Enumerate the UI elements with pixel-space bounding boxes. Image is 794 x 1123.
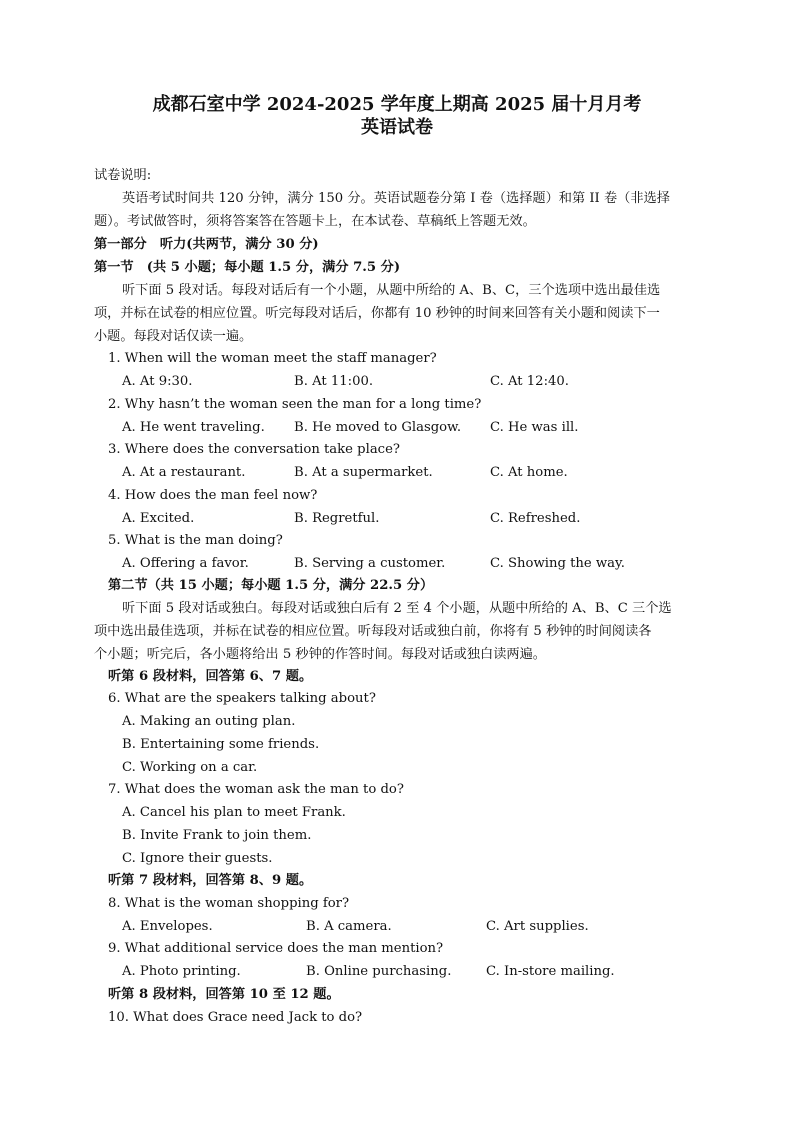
instructions-line: 题）。考试做答时，须将答案答在答题卡上，在本试卷、草稿纸上答题无效。 [94,214,536,229]
option-c: C. He was ill. [490,420,579,435]
option-c: C. Working on a car. [122,760,258,775]
question-stem: 6. What are the speakers talking about? [108,691,376,706]
option-a: A. Cancel his plan to meet Frank. [122,805,346,820]
question-stem: 2. Why hasn’t the woman seen the man for a long time? [108,397,482,412]
option-a: A. Photo printing. [122,964,241,979]
question-stem: 7. What does the woman ask the man to do? [108,782,404,797]
question-stem: 4. How does the man feel now? [108,488,318,503]
part-heading: 第一部分 听力(共两节，满分 30 分) [94,237,319,252]
option-a: A. Envelopes. [122,919,213,934]
option-c: C. At 12:40. [490,374,569,389]
section-intro: 项中选出最佳选项，并标在试卷的相应位置。听每段对话或独白前，你将有 5 秒钟的时间阅读各 [94,624,652,639]
section-intro: 听下面 5 段对话或独白。每段对话或独白后有 2 至 4 个小题，从题中所给的 A、B、C 三个选 [122,601,672,616]
question-stem: 3. Where does the conversation take place? [108,442,400,457]
instructions-line: 英语考试时间共 120 分钟，满分 150 分。英语试题卷分第 I 卷（选择题）和第 II 卷（非选择 [122,191,670,206]
option-a: A. Excited. [122,511,195,526]
section-intro: 个小题；听完后，各小题将给出 5 秒钟的作答时间。每段对话或独白读两遍。 [94,647,546,662]
option-b: B. A camera. [306,919,392,934]
option-b: B. Entertaining some friends. [122,737,320,752]
material-heading: 听第 8 段材料，回答第 10 至 12 题。 [108,987,340,1002]
option-c: C. Art supplies. [486,919,589,934]
option-c: C. Showing the way. [490,556,625,571]
exam-subtitle: 英语试卷 [361,117,433,138]
section-intro: 小题。每段对话仅读一遍。 [94,329,253,344]
question-stem: 5. What is the man doing? [108,533,283,548]
option-a: A. He went traveling. [122,420,265,435]
instructions-label: 试卷说明: [94,168,152,183]
option-a: A. Offering a favor. [122,556,249,571]
question-stem: 9. What additional service does the man mention? [108,941,444,956]
exam-title: 成都石室中学 2024-2025 学年度上期高 2025 届十月月考 [152,94,642,115]
section-heading: 第一节 (共 5 小题；每小题 1.5 分，满分 7.5 分) [94,260,401,275]
option-b: B. Serving a customer. [294,556,446,571]
section-intro: 项，并标在试卷的相应位置。听完每段对话后，你都有 10 秒钟的时间来回答有关小题和阅读下一 [94,306,660,321]
option-b: B. Regretful. [294,511,380,526]
option-a: A. Making an outing plan. [122,714,296,729]
option-c: C. Ignore their guests. [122,851,273,866]
option-b: B. At 11:00. [294,374,374,389]
option-a: A. At a restaurant. [122,465,246,480]
material-heading: 听第 7 段材料，回答第 8、9 题。 [108,873,313,888]
question-stem: 1. When will the woman meet the staff manager? [108,351,437,366]
option-b: B. Invite Frank to join them. [122,828,312,843]
option-b: B. At a supermarket. [294,465,433,480]
material-heading: 听第 6 段材料，回答第 6、7 题。 [108,669,313,684]
option-b: B. He moved to Glasgow. [294,420,462,435]
question-stem: 10. What does Grace need Jack to do? [108,1010,363,1025]
option-a: A. At 9:30. [122,374,193,389]
option-c: C. At home. [490,465,568,480]
option-b: B. Online purchasing. [306,964,452,979]
question-stem: 8. What is the woman shopping for? [108,896,350,911]
option-c: C. In-store mailing. [486,964,615,979]
section-heading: 第二节（共 15 小题；每小题 1.5 分，满分 22.5 分） [108,578,434,593]
section-intro: 听下面 5 段对话。每段对话后有一个小题，从题中所给的 A、B、C，三个选项中选出最佳选 [122,283,661,298]
option-c: C. Refreshed. [490,511,581,526]
